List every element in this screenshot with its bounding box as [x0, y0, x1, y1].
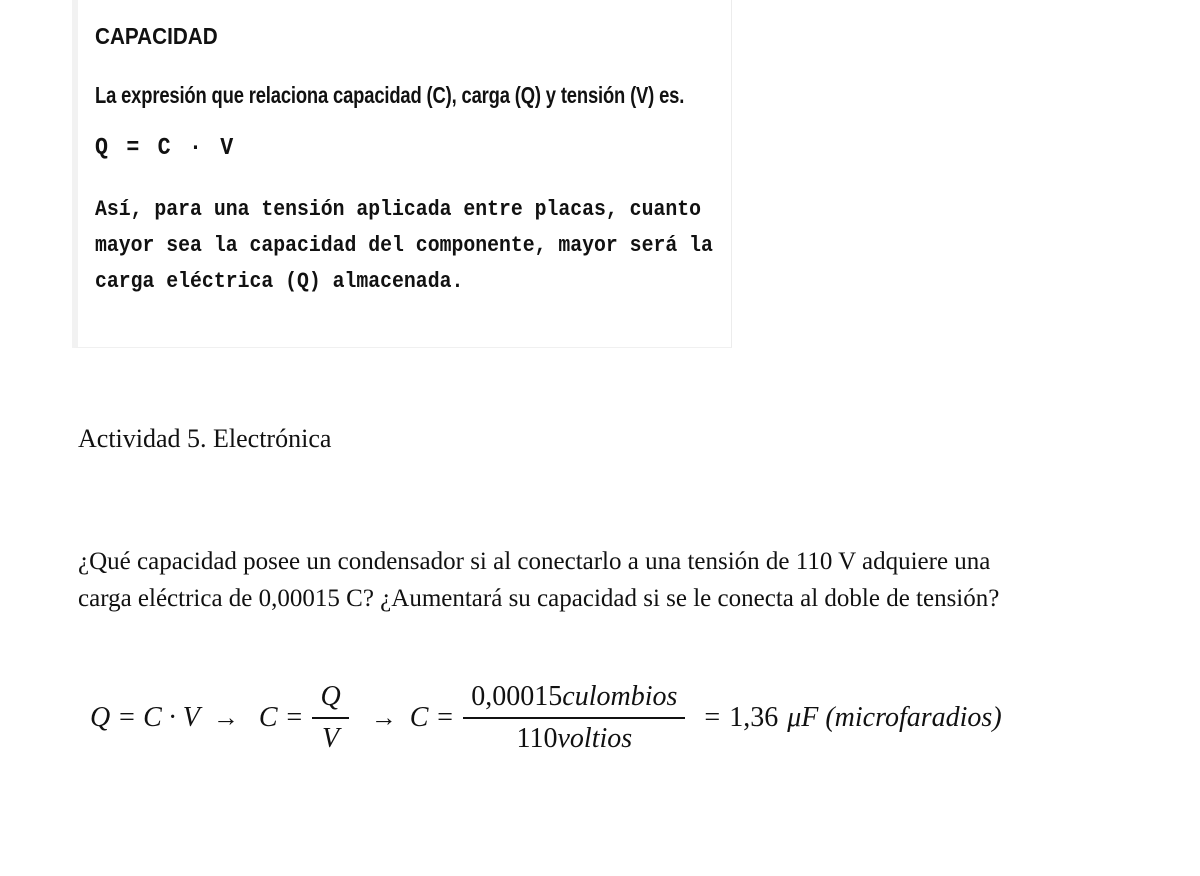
activity-heading: Actividad 5. Electrónica	[78, 424, 332, 453]
implies-arrow-2: →	[370, 703, 397, 733]
formula-c-equals-2: C =	[409, 701, 455, 733]
fraction-q-over-v	[312, 681, 348, 755]
fraction-charge-over-voltage	[463, 681, 685, 755]
result-equals: =	[704, 701, 721, 733]
fraction-denominator-voltage	[517, 719, 633, 755]
fraction-numerator-charge	[463, 681, 685, 719]
result-unit-note: μF (microfaradios)	[787, 701, 1002, 733]
solution-formula	[90, 666, 1002, 770]
formula-c-equals-1: C =	[258, 701, 304, 733]
voltage-unit: voltios	[557, 723, 633, 754]
info-box-intro: La expresión que relaciona capacidad (C), carga (Q) y tensión (V) es.	[95, 82, 685, 108]
question-text: ¿Qué capacidad posee un condensador si al conectarlo a una tensión de 110 V adquiere una carga eléctrica de 0,00015 C? ¿Aumentará su capacidad si se le conecta al doble de tensión?	[78, 548, 1000, 612]
charge-value: 0,00015	[471, 680, 563, 712]
voltage-value: 110	[516, 723, 558, 754]
formula-lhs: Q = C · V	[90, 701, 200, 733]
info-box-formula: Q = C · V	[95, 135, 236, 162]
info-box-body: Así, para una tensión aplicada entre placas, cuanto mayor sea la capacidad del componente, mayor será la carga eléctrica (Q) almacenada.	[95, 197, 713, 294]
formula-result	[704, 702, 1001, 734]
charge-unit: culombios	[562, 680, 678, 712]
info-box-title: CAPACIDAD	[95, 23, 218, 49]
capacity-info-box	[72, 0, 732, 348]
fraction-numerator-q: Q	[312, 681, 348, 719]
result-value: 1,36	[729, 701, 779, 733]
fraction-denominator-v: V	[322, 723, 340, 754]
implies-arrow-1: →	[212, 703, 239, 733]
